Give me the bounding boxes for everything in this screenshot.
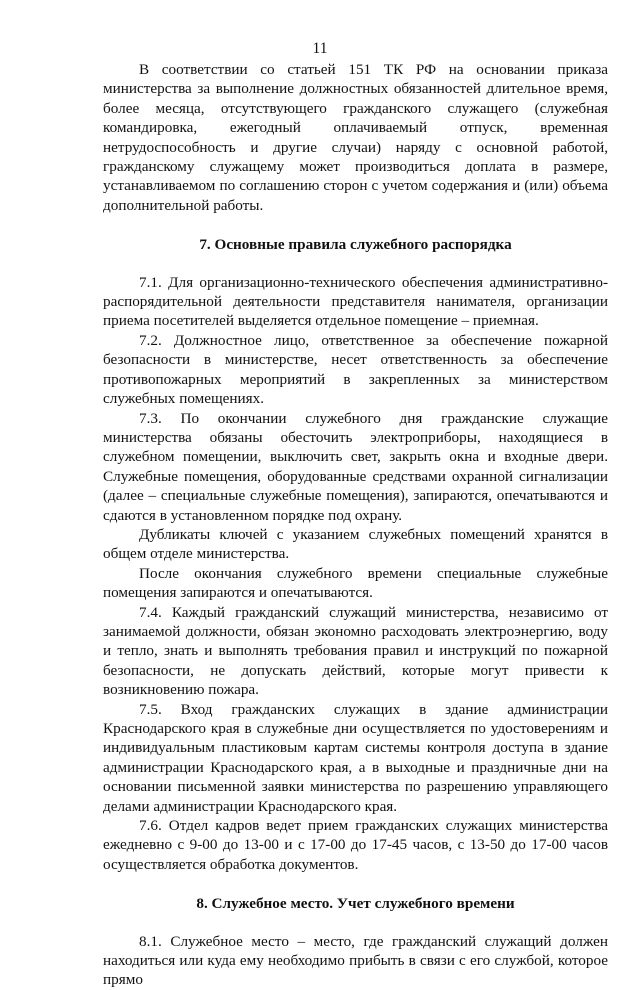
paragraph-7-6: 7.6. Отдел кадров ведет прием гражданских служащих министерства ежедневно с 9-00 до 13-00 и с 17-00 до 17-45 часов, с 13-50 до 17-00 часов осуществляется обработка документов. xyxy=(103,817,608,873)
paragraph-7-3: 7.3. По окончании служебного дня гражданские служащие министерства обязаны обесточить электроприборы, находящиеся в служебном помещении, выключить свет, закрыть окна и входные двери. Служебные помещения, оборудованные средствами охранной сигнализации (далее – специальные служебные помещения), запираются, опечатываются и сдаются в установленном порядке под охрану. xyxy=(103,409,608,524)
document-body xyxy=(103,60,608,990)
paragraph-7-5: 7.5. Вход гражданских служащих в здание администрации Краснодарского края в служебные дни осуществляется по удостоверениям и индивидуальным пластиковым картам системы контроля доступа в здание администрации Краснодарского края, а в выходные и праздничные дни на основании письменной заявки министерства по разрешению управляющего делами администрации Краснодарского края. xyxy=(103,700,608,815)
paragraph-7-2: 7.2. Должностное лицо, ответственное за обеспечение пожарной безопасности в министерстве, несет ответственность за обеспечение противопожарных мероприятий в закрепленных за министерством служебных помещениях. xyxy=(103,331,608,408)
paragraph-7-3-keys: Дубликаты ключей с указанием служебных помещений хранятся в общем отделе министерства. xyxy=(103,525,608,563)
paragraph-7-1: 7.1. Для организационно-технического обеспечения административно-распорядительной деятельности представителя нанимателя, организации приема посетителей выделяется отдельное помещение – приемная. xyxy=(103,273,608,330)
section-7-heading: 7. Основные правила служебного распорядка xyxy=(199,236,512,254)
page-number: 11 xyxy=(312,40,328,57)
intro-paragraph: В соответствии со статьей 151 ТК РФ на основании приказа министерства за выполнение должностных обязанностей длительное время, более месяца, отсутствующего гражданского служащего (служебная командировка, ежегодный оплачиваемый отпуск, временная нетрудоспособность и другие случаи) наряду с основной работой, гражданскому служащему может производиться доплата в размере, устанавливаемом по соглашению сторон с учетом содержания и (или) объема дополнительной работы. xyxy=(103,61,608,214)
paragraph-7-4: 7.4. Каждый гражданский служащий министерства, независимо от занимаемой должности, обязан экономно расходовать электроэнергию, воду и тепло, знать и выполнять требования правил и инструкций по пожарной безопасности, не допускать действий, которые могут привести к возникновению пожара. xyxy=(103,603,608,699)
paragraph-7-3-after-hours: После окончания служебного времени специальные служебные помещения запираются и опечатываются. xyxy=(103,564,608,602)
paragraph-8-1: 8.1. Служебное место – место, где гражданский служащий должен находиться или куда ему необходимо прибыть в связи с его службой, которое прямо xyxy=(103,932,608,989)
section-8-heading: 8. Служебное место. Учет служебного времени xyxy=(196,895,515,913)
